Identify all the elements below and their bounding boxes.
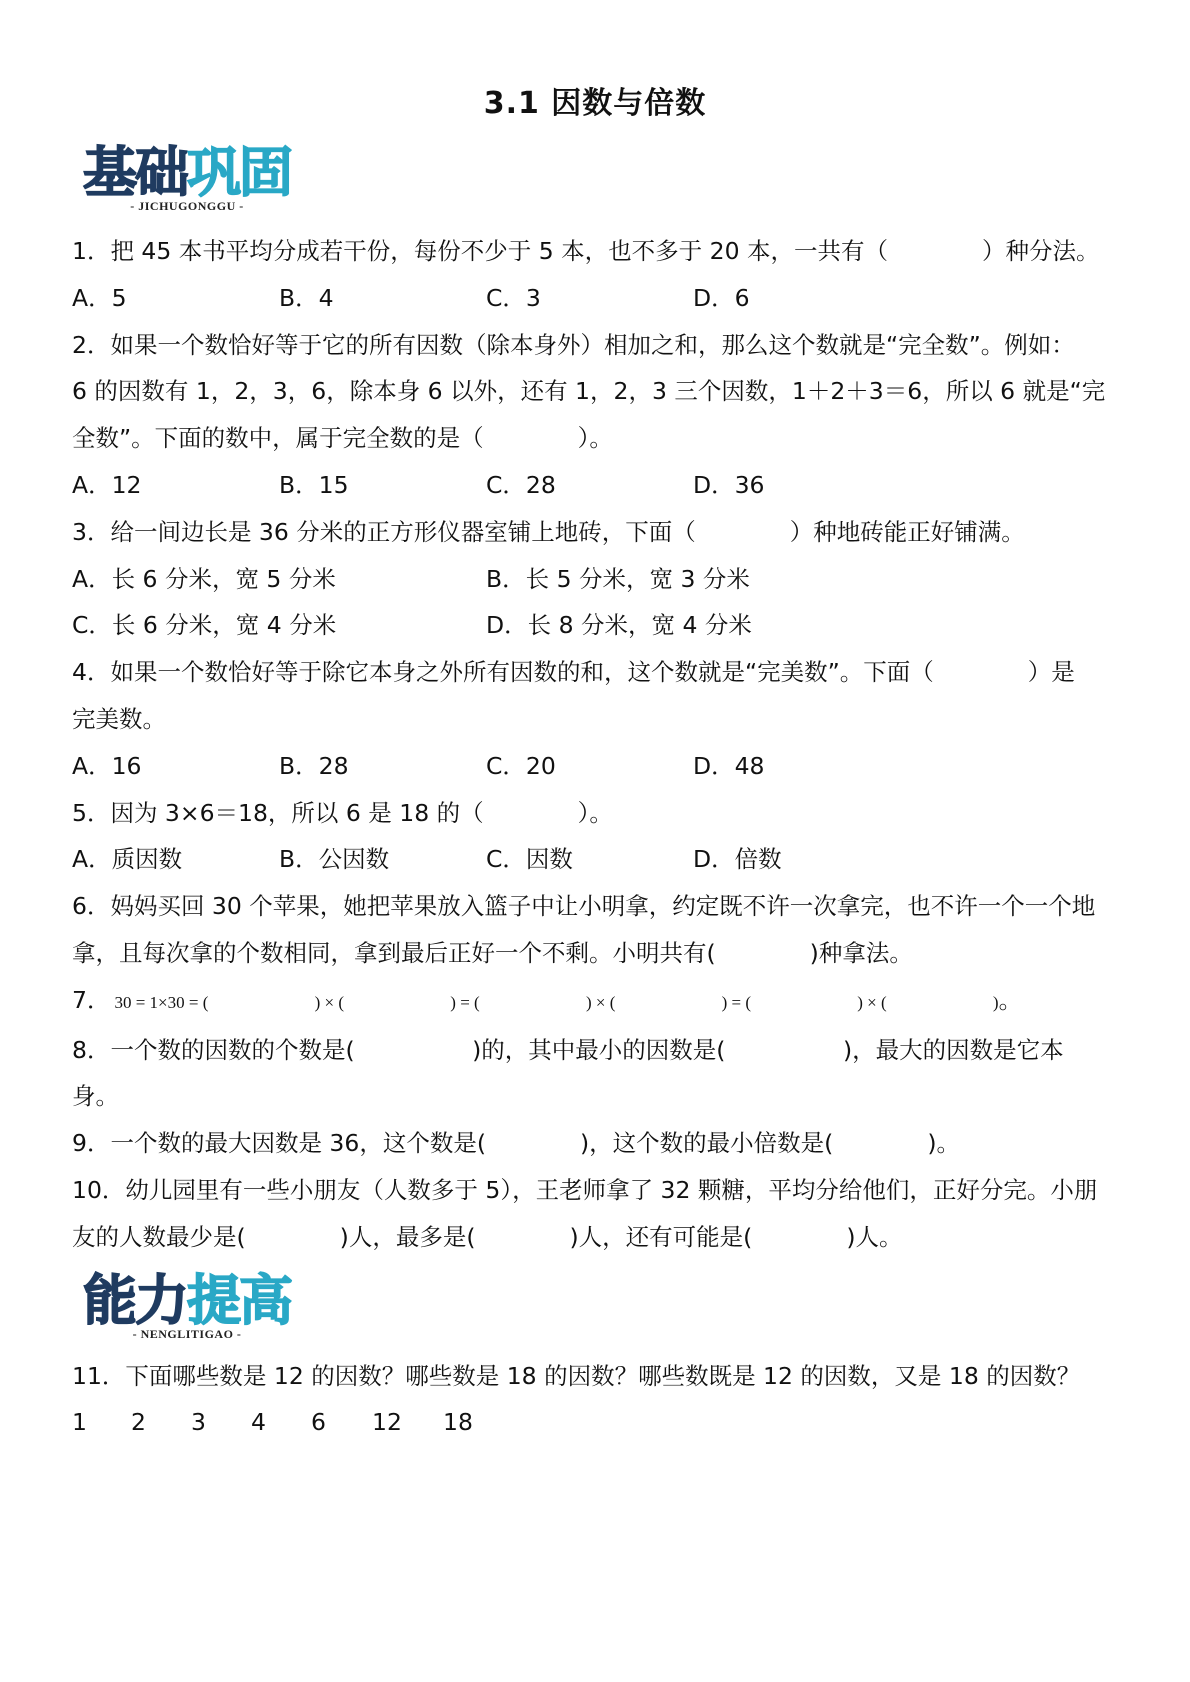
option-d: D．36 bbox=[693, 470, 765, 499]
option-c: C．3 bbox=[486, 283, 541, 312]
question-1 bbox=[72, 228, 1122, 322]
option-c: C．长 6 分米，宽 4 分米 bbox=[72, 611, 337, 640]
section-logo-title bbox=[77, 1268, 297, 1332]
option-a: A．5 bbox=[72, 283, 127, 312]
question-8-text-line: 身。 bbox=[72, 1082, 119, 1111]
question-7-formula: 30 = 1×30 = ( ) × ( ) = ( ) × ( ) = ( ) × ( ) bbox=[114, 992, 999, 1012]
option-b: B．4 bbox=[279, 283, 334, 312]
number-item: 4 bbox=[251, 1408, 266, 1437]
question-3-options-row-1 bbox=[72, 556, 1122, 603]
question-9 bbox=[72, 1120, 1122, 1167]
option-d: D．倍数 bbox=[693, 845, 782, 874]
section-logo-accent-text: 提高 bbox=[187, 1268, 291, 1332]
question-2-text-line: 全数”。下面的数中，属于完全数的是（ ）。 bbox=[72, 424, 613, 453]
question-1-options bbox=[72, 275, 1122, 322]
question-3-text: 3．给一间边长是 36 分米的正方形仪器室铺上地砖，下面（ ）种地砖能正好铺满。 bbox=[72, 517, 1025, 546]
option-d: D．48 bbox=[693, 751, 765, 780]
question-8 bbox=[72, 1027, 1122, 1121]
option-c: C．28 bbox=[486, 470, 556, 499]
number-item: 18 bbox=[443, 1408, 473, 1437]
section-advanced-questions bbox=[72, 1353, 1122, 1447]
number-item: 12 bbox=[372, 1408, 402, 1437]
question-5 bbox=[72, 790, 1122, 884]
option-a: A．质因数 bbox=[72, 845, 183, 874]
question-7-number: 7． bbox=[72, 985, 111, 1014]
option-c: C．因数 bbox=[486, 845, 573, 874]
question-2-text-line: 2．如果一个数恰好等于它的所有因数（除本身外）相加之和，那么这个数就是“完全数”。例如： bbox=[72, 330, 1075, 359]
option-d: D．6 bbox=[693, 283, 750, 312]
section-logo-subtitle: - NENGLITIGAO - bbox=[132, 1326, 242, 1341]
question-3-options-row-2 bbox=[72, 602, 1122, 649]
question-7 bbox=[72, 977, 1122, 1027]
option-c: C．20 bbox=[486, 751, 556, 780]
question-3 bbox=[72, 509, 1122, 649]
section-logo-subtitle: - JICHUGONGGU - bbox=[130, 199, 244, 213]
number-item: 6 bbox=[311, 1408, 326, 1437]
question-4-text-line: 完美数。 bbox=[72, 704, 166, 733]
section-logo-accent-text: 巩固 bbox=[187, 141, 291, 204]
option-a: A．12 bbox=[72, 470, 142, 499]
question-1-text: 1．把 45 本书平均分成若干份，每份不少于 5 本，也不多于 20 本，一共有（ ）种分法。 bbox=[72, 237, 1100, 265]
question-5-options bbox=[72, 836, 1122, 883]
question-4-options bbox=[72, 743, 1122, 790]
question-11-numbers bbox=[72, 1399, 1122, 1446]
page-title: 3.1 因数与倍数 bbox=[483, 86, 707, 121]
question-2 bbox=[72, 322, 1122, 509]
question-11-text: 11．下面哪些数是 12 的因数？哪些数是 18 的因数？哪些数既是 12 的因数，又是 18 的因数？ bbox=[72, 1361, 1081, 1390]
question-11 bbox=[72, 1353, 1122, 1447]
option-a: A．长 6 分米，宽 5 分米 bbox=[72, 564, 336, 593]
question-5-text: 5．因为 3×6＝18，所以 6 是 18 的（ ）。 bbox=[72, 798, 613, 827]
option-b: B．公因数 bbox=[279, 845, 390, 874]
section-logo-jichugonggu bbox=[77, 141, 297, 213]
section-basic-questions bbox=[72, 228, 1122, 1261]
question-4 bbox=[72, 649, 1122, 789]
option-b: B．15 bbox=[279, 470, 349, 499]
section-logo-title bbox=[77, 141, 297, 204]
option-a: A．16 bbox=[72, 751, 142, 780]
question-8-text-line: 8．一个数的因数的个数是( )的，其中最小的因数是( )，最大的因数是它本 bbox=[72, 1035, 1064, 1064]
number-item: 3 bbox=[191, 1408, 206, 1437]
question-6-text-line: 6．妈妈买回 30 个苹果，她把苹果放入篮子中让小明拿，约定既不许一次拿完，也不许一个一个地 bbox=[72, 892, 1096, 921]
section-logo-dark-text: 基础 bbox=[83, 141, 187, 204]
question-10 bbox=[72, 1167, 1122, 1261]
section-logo-dark-text: 能力 bbox=[83, 1268, 187, 1332]
question-9-text: 9．一个数的最大因数是 36，这个数是( )，这个数的最小倍数是( )。 bbox=[72, 1129, 960, 1158]
option-b: B．28 bbox=[279, 751, 349, 780]
question-10-text-line: 10．幼儿园里有一些小朋友（人数多于 5），王老师拿了 32 颗糖，平均分给他们，正好分完。小朋 bbox=[72, 1175, 1098, 1204]
number-item: 1 bbox=[72, 1408, 87, 1437]
option-d: D．长 8 分米，宽 4 分米 bbox=[486, 611, 752, 640]
question-10-text-line: 友的人数最少是( )人，最多是( )人，还有可能是( )人。 bbox=[72, 1222, 903, 1251]
question-4-text-line: 4．如果一个数恰好等于除它本身之外所有因数的和，这个数就是“完美数”。下面（ ）是 bbox=[72, 658, 1075, 687]
question-6 bbox=[72, 883, 1122, 977]
question-7-end: 。 bbox=[998, 985, 1023, 1014]
question-6-text-line: 拿，且每次拿的个数相同，拿到最后正好一个不剩。小明共有( )种拿法。 bbox=[72, 938, 913, 967]
option-b: B．长 5 分米，宽 3 分米 bbox=[486, 564, 750, 593]
question-2-options bbox=[72, 462, 1122, 509]
section-logo-nenglitigao bbox=[77, 1268, 297, 1341]
number-item: 2 bbox=[131, 1408, 146, 1437]
question-2-text-line: 6 的因数有 1，2，3，6，除本身 6 以外，还有 1，2，3 三个因数，1＋2＋3＝6，所以 6 就是“完 bbox=[72, 377, 1106, 406]
